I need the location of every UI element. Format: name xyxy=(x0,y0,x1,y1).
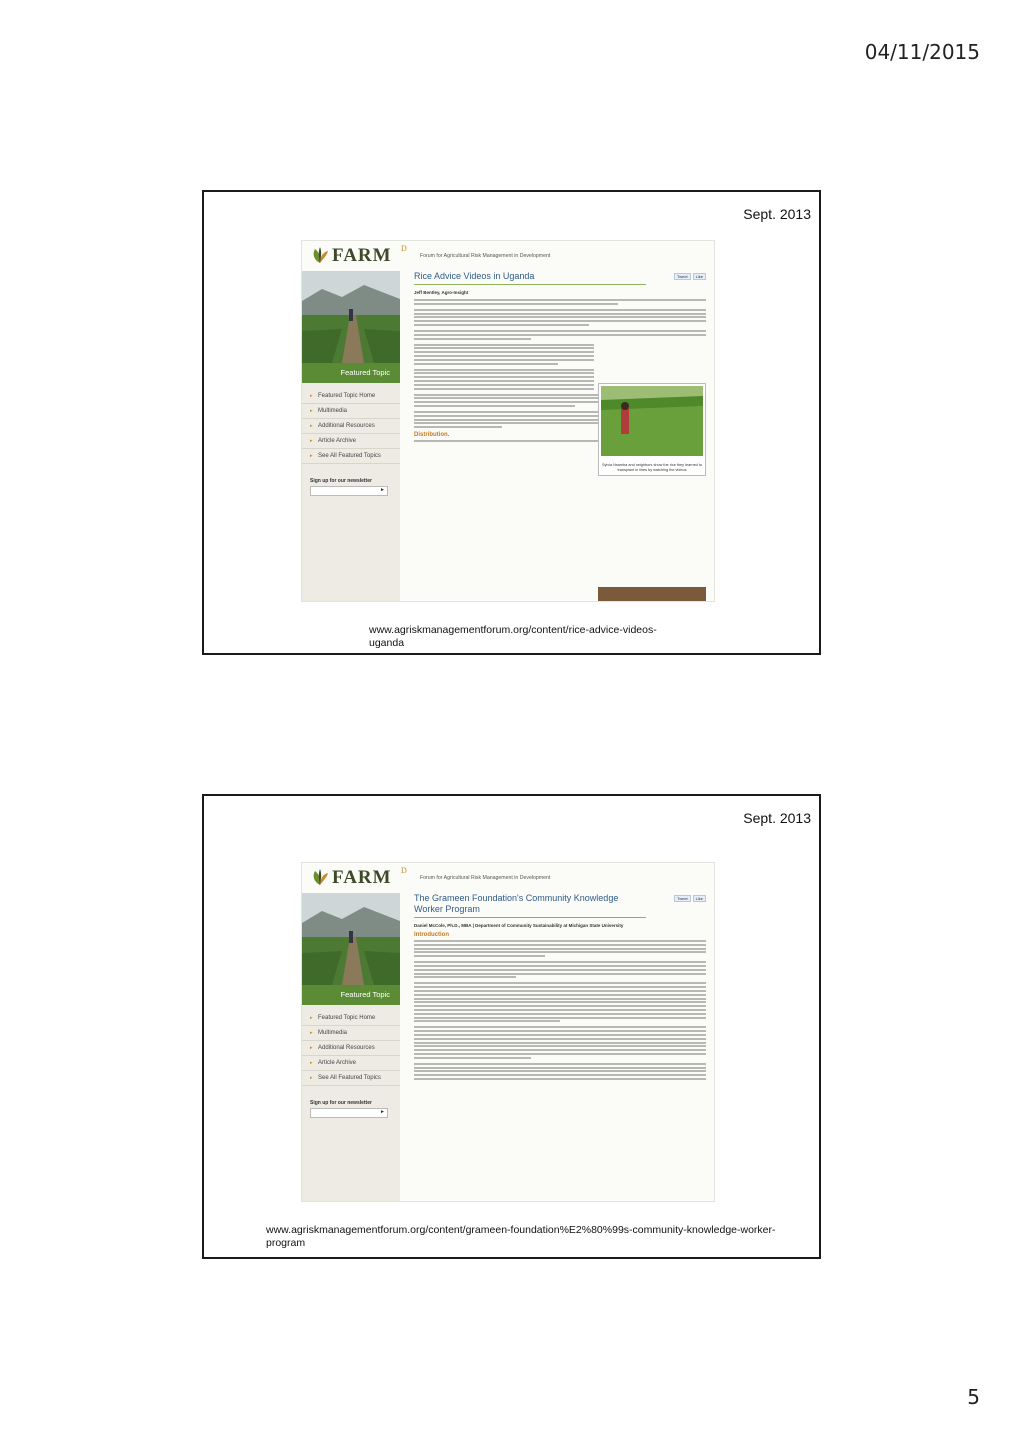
body-paragraph xyxy=(414,299,706,305)
rice-field-figure xyxy=(598,383,706,476)
farmd-logo-superscript: D xyxy=(401,244,407,253)
nav-additional-resources[interactable]: ▸ Additional Resources xyxy=(302,1041,400,1056)
nav-featured-topic-home[interactable]: ▸ Featured Topic Home xyxy=(302,1011,400,1026)
slide-grameen-foundation xyxy=(202,794,821,1259)
tweet-button[interactable]: Tweet xyxy=(674,895,691,902)
article xyxy=(414,271,706,601)
nav-featured-topic-home[interactable]: ▸ Featured Topic Home xyxy=(302,389,400,404)
farmd-leaf-icon xyxy=(310,868,330,886)
sidebar-nav xyxy=(302,1011,400,1086)
nav-see-all-featured-topics[interactable]: ▸ See All Featured Topics xyxy=(302,1071,400,1086)
body-paragraph xyxy=(414,369,594,390)
slide-date: Sept. 2013 xyxy=(743,810,811,826)
sidebar-nav xyxy=(302,389,400,464)
share-bar xyxy=(674,273,706,280)
site-header xyxy=(302,863,714,891)
newsletter-label: Sign up for our newsletter xyxy=(310,1100,372,1106)
body-paragraph xyxy=(414,940,706,957)
website-screenshot xyxy=(301,240,715,602)
nav-multimedia[interactable]: ▸ Multimedia xyxy=(302,1026,400,1041)
farm-field-photo xyxy=(302,271,400,363)
featured-topic-bar: Featured Topic xyxy=(302,363,400,383)
site-tagline: Forum for Agricultural Risk Management in Development xyxy=(420,875,551,881)
rice-field-photo xyxy=(601,386,703,456)
article-title: The Grameen Foundation's Community Knowledge Worker Program xyxy=(414,893,646,918)
body-paragraph xyxy=(414,1026,706,1058)
newsletter-input[interactable] xyxy=(310,486,388,496)
body-paragraph xyxy=(414,1063,706,1080)
farmd-logo[interactable]: FARM xyxy=(332,867,392,888)
section-heading-introduction: Introduction xyxy=(414,932,449,938)
newsletter-input[interactable] xyxy=(310,1108,388,1118)
body-paragraph xyxy=(414,344,594,365)
section-heading-distribution: Distribution. xyxy=(414,432,450,439)
article-title: Rice Advice Videos in Uganda xyxy=(414,271,646,285)
sidebar xyxy=(302,271,400,601)
newsletter-submit-icon[interactable]: ► xyxy=(380,487,385,493)
sidebar xyxy=(302,893,400,1201)
body-paragraph xyxy=(414,330,706,340)
body-paragraph xyxy=(414,961,706,978)
page-date: 04/11/2015 xyxy=(864,40,980,64)
nav-article-archive[interactable]: ▸ Article Archive xyxy=(302,434,400,449)
nav-multimedia[interactable]: ▸ Multimedia xyxy=(302,404,400,419)
source-url[interactable]: www.agriskmanagementforum.org/content/grameen-foundation%E2%80%99s-community-knowledge-worker-program xyxy=(266,1224,776,1249)
nav-additional-resources[interactable]: ▸ Additional Resources xyxy=(302,419,400,434)
newsletter-submit-icon[interactable]: ► xyxy=(380,1109,385,1115)
site-tagline: Forum for Agricultural Risk Management in Development xyxy=(420,253,551,259)
site-header xyxy=(302,241,714,269)
featured-topic-bar: Featured Topic xyxy=(302,985,400,1005)
farmd-logo[interactable]: FARM xyxy=(332,245,392,266)
article-byline: Daniel McCole, Ph.D., MBA | Department of Community Sustainability at Michigan State University xyxy=(414,923,624,928)
like-button[interactable]: Like xyxy=(693,895,706,902)
website-screenshot xyxy=(301,862,715,1202)
page-number: 5 xyxy=(967,1385,980,1409)
share-bar xyxy=(674,895,706,902)
slide-date: Sept. 2013 xyxy=(743,206,811,222)
nav-see-all-featured-topics[interactable]: ▸ See All Featured Topics xyxy=(302,449,400,464)
source-url[interactable]: www.agriskmanagementforum.org/content/rice-advice-videos-uganda xyxy=(369,624,657,649)
body-paragraph xyxy=(414,309,706,326)
farm-field-photo xyxy=(302,893,400,985)
article xyxy=(414,893,706,1201)
farmd-leaf-icon xyxy=(310,246,330,264)
body-paragraph xyxy=(414,982,706,1022)
farmd-logo-superscript: D xyxy=(401,866,407,875)
video-thumbnail[interactable] xyxy=(598,587,706,602)
figure-caption: Sylvia Nsamba and neighbors show the rice they learned to transplant in lines by watching the videos xyxy=(601,463,703,472)
like-button[interactable]: Like xyxy=(693,273,706,280)
nav-article-archive[interactable]: ▸ Article Archive xyxy=(302,1056,400,1071)
newsletter-label: Sign up for our newsletter xyxy=(310,478,372,484)
tweet-button[interactable]: Tweet xyxy=(674,273,691,280)
slide-rice-advice xyxy=(202,190,821,655)
article-byline: Jeff Bentley, Agro-Insight xyxy=(414,290,469,295)
